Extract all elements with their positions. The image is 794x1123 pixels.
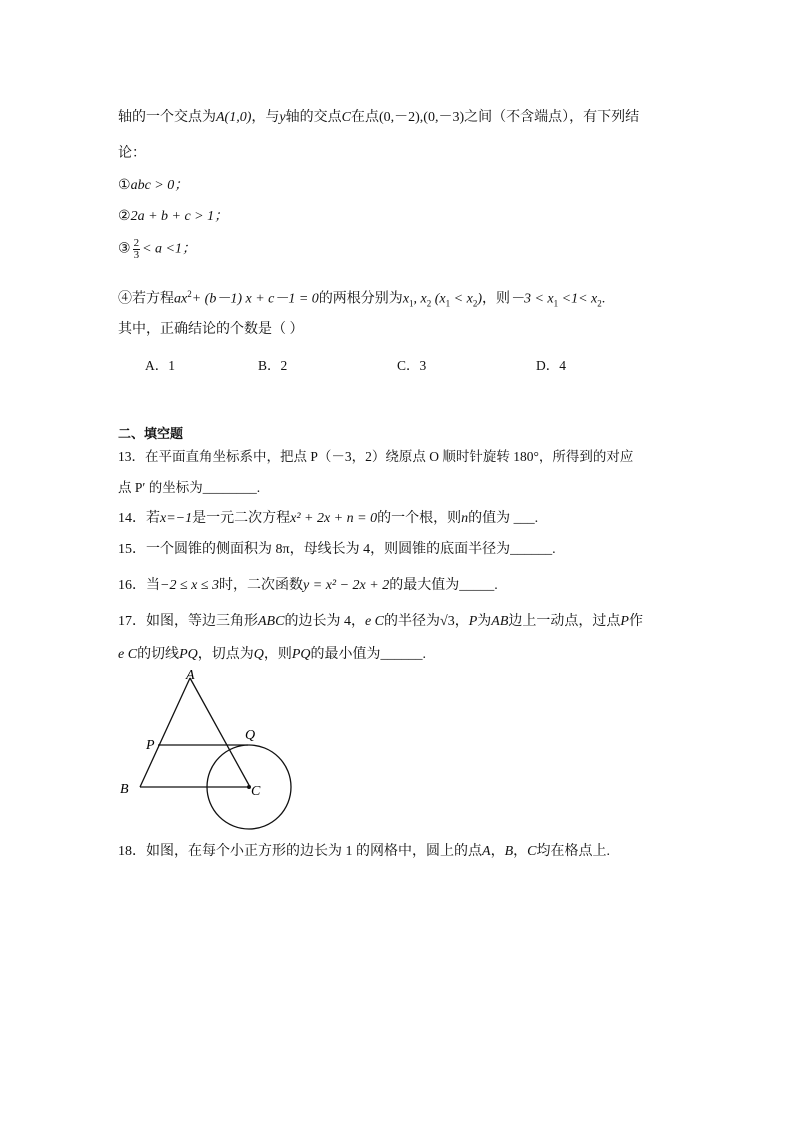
label-a: A — [186, 668, 195, 683]
side-ab — [140, 678, 190, 787]
label-c: C — [251, 784, 261, 799]
q15: 15．一个圆锥的侧面积为 8π，母线长为 4，则圆锥的底面半径为______. — [118, 542, 556, 557]
q12-question: 其中，正确结论的个数是（ ） — [118, 322, 304, 337]
section-title-fill-in: 二、填空题 — [118, 427, 184, 442]
label-q: Q — [245, 728, 256, 743]
q12-line-2: 论： — [118, 146, 146, 161]
option-d[interactable]: D．4 — [536, 358, 566, 373]
point-a: A(1,0) — [216, 110, 252, 125]
q18: 18．如图，在每个小正方形的边长为 1 的网格中，圆上的点A，B，C均在格点上. — [118, 844, 610, 859]
conclusion-4: ④若方程$ax^2+ (b-1) x + c-1 = 0$的两根分别为$x_1$, $x_2$ $(x_1 < x_2)$，则$-3 < x_1 <1< x_2$. — [118, 289, 606, 309]
conclusion-1: ①abc > 0； — [118, 178, 189, 193]
q12-line-1: 轴的一个交点为A(1,0)，与y轴的交点C在点(0,－2),(0,－3)之间（不含端点），有下列结 — [118, 110, 640, 125]
q16: 16．当−2 ≤ x ≤ 3时，二次函数y = x² − 2x + 2的最大值为_____. — [118, 578, 498, 593]
side-ac — [190, 678, 250, 787]
option-a[interactable]: A．1 — [145, 358, 175, 373]
conclusion-2: ②2a + b + c > 1； — [118, 209, 229, 224]
q14: 14．若x=−1是一元二次方程x² + 2x + n = 0的一个根，则n的值为 ___. — [118, 511, 539, 526]
option-b[interactable]: B．2 — [258, 358, 288, 373]
q17-line-1: 17．如图，等边三角形ABC的边长为 4，e C的半径为√3，P为AB边上一动点，过点P作 — [118, 614, 643, 629]
q13-line-1: 13．在平面直角坐标系中，把点 P（－3，2）绕原点 O 顺时针旋转 180°，所得到的对应 — [118, 449, 634, 464]
label-p: P — [146, 738, 155, 753]
q17-figure — [110, 668, 310, 838]
conclusion-3: ③ $\frac{2}{3}$ < a <1； — [118, 237, 196, 261]
q17-line-2: e C的切线PQ，切点为Q，则PQ的最小值为______. — [118, 647, 427, 662]
fraction-two-thirds: $\frac{2}{3}$ — [133, 237, 140, 261]
option-c[interactable]: C．3 — [397, 358, 427, 373]
q13-line-2: 点 P′ 的坐标为________. — [118, 480, 261, 495]
label-b: B — [120, 782, 129, 797]
